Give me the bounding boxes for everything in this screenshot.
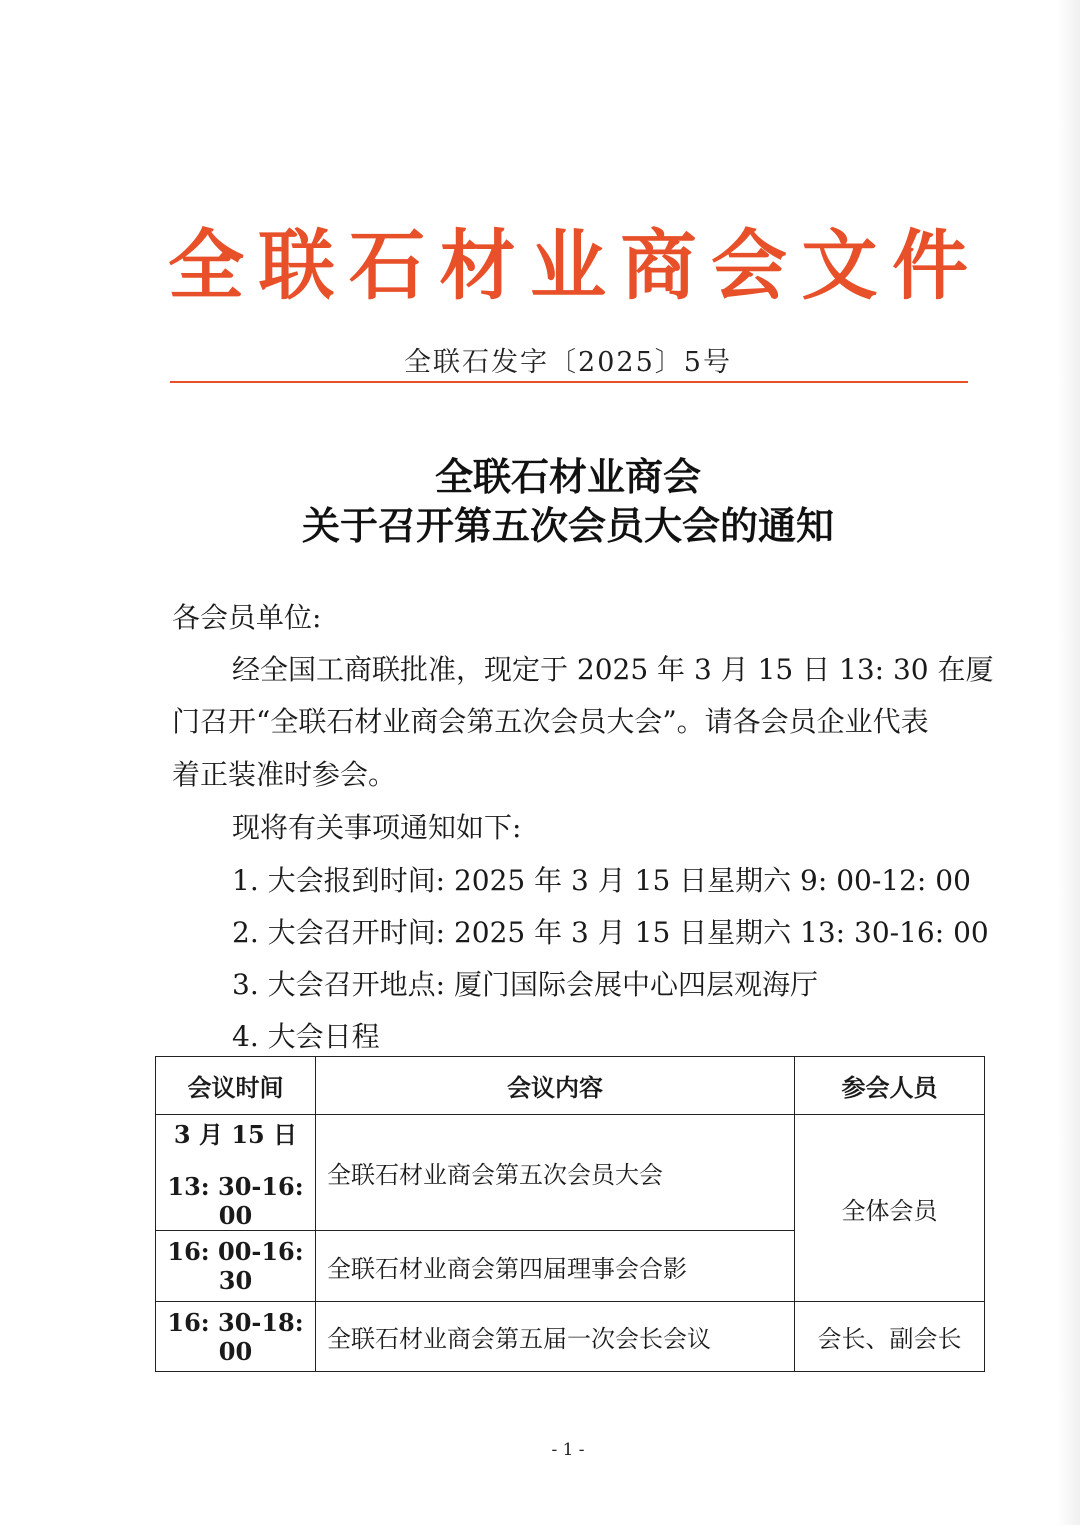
masthead-char: 材 [439, 221, 516, 310]
header-time: 会议时间 [156, 1057, 316, 1115]
document-number: 全联石发字〔2025〕5号 [404, 347, 732, 378]
masthead-char: 业 [530, 221, 606, 310]
notice-title-line1: 全联石材业商会 [434, 454, 701, 499]
masthead-char: 文 [801, 221, 878, 310]
masthead-char: 全 [168, 221, 244, 310]
header-content: 会议内容 [316, 1057, 795, 1115]
table-row [156, 1302, 985, 1372]
table-header-row [156, 1057, 985, 1115]
intro-line: 着正装准时参会。 [172, 758, 397, 791]
masthead-title [168, 221, 968, 310]
people-cell: 会长、副会长 [795, 1302, 985, 1372]
time-cell [156, 1115, 316, 1231]
content-cell: 全联石材业商会第四届理事会合影 [316, 1231, 795, 1302]
content-cell: 全联石材业商会第五次会员大会 [316, 1115, 795, 1231]
list-item: 1. 大会报到时间: 2025 年 3 月 15 日星期六 9: 00-12: 00 [232, 864, 971, 897]
masthead-char: 石 [349, 221, 425, 310]
list-item: 2. 大会召开时间: 2025 年 3 月 15 日星期六 13: 30-16: 00 [232, 916, 989, 949]
notice-title-line2: 关于召开第五次会员大会的通知 [301, 503, 834, 548]
scan-edge-shadow [1058, 0, 1080, 1525]
intro-line: 经全国工商联批准，现定于 2025 年 3 月 15 日 13: 30 在厦 [232, 653, 994, 686]
red-divider-rule [170, 381, 968, 383]
header-people: 参会人员 [795, 1057, 985, 1115]
time-text: 13: 30-16: 00 [167, 1172, 304, 1230]
list-item: 4. 大会日程 [232, 1020, 380, 1053]
schedule-table [155, 1056, 985, 1372]
lead-text: 现将有关事项通知如下: [232, 811, 522, 844]
date-text: 3 月 15 日 [173, 1120, 298, 1149]
salutation: 各会员单位: [172, 601, 322, 634]
masthead-char: 联 [258, 221, 335, 310]
masthead-char: 商 [620, 221, 697, 310]
intro-line: 门召开“全联石材业商会第五次会员大会”。请各会员企业代表 [172, 705, 929, 738]
masthead-char: 件 [892, 221, 968, 310]
masthead-char: 会 [711, 221, 787, 310]
content-cell: 全联石材业商会第五届一次会长会议 [316, 1302, 795, 1372]
table-row [156, 1115, 985, 1231]
page-number: - 1 - [551, 1440, 585, 1460]
time-cell: 16: 00-16: 30 [156, 1231, 316, 1302]
people-cell: 全体会员 [795, 1115, 985, 1302]
list-item: 3. 大会召开地点: 厦门国际会展中心四层观海厅 [232, 968, 818, 1001]
time-cell: 16: 30-18: 00 [156, 1302, 316, 1372]
